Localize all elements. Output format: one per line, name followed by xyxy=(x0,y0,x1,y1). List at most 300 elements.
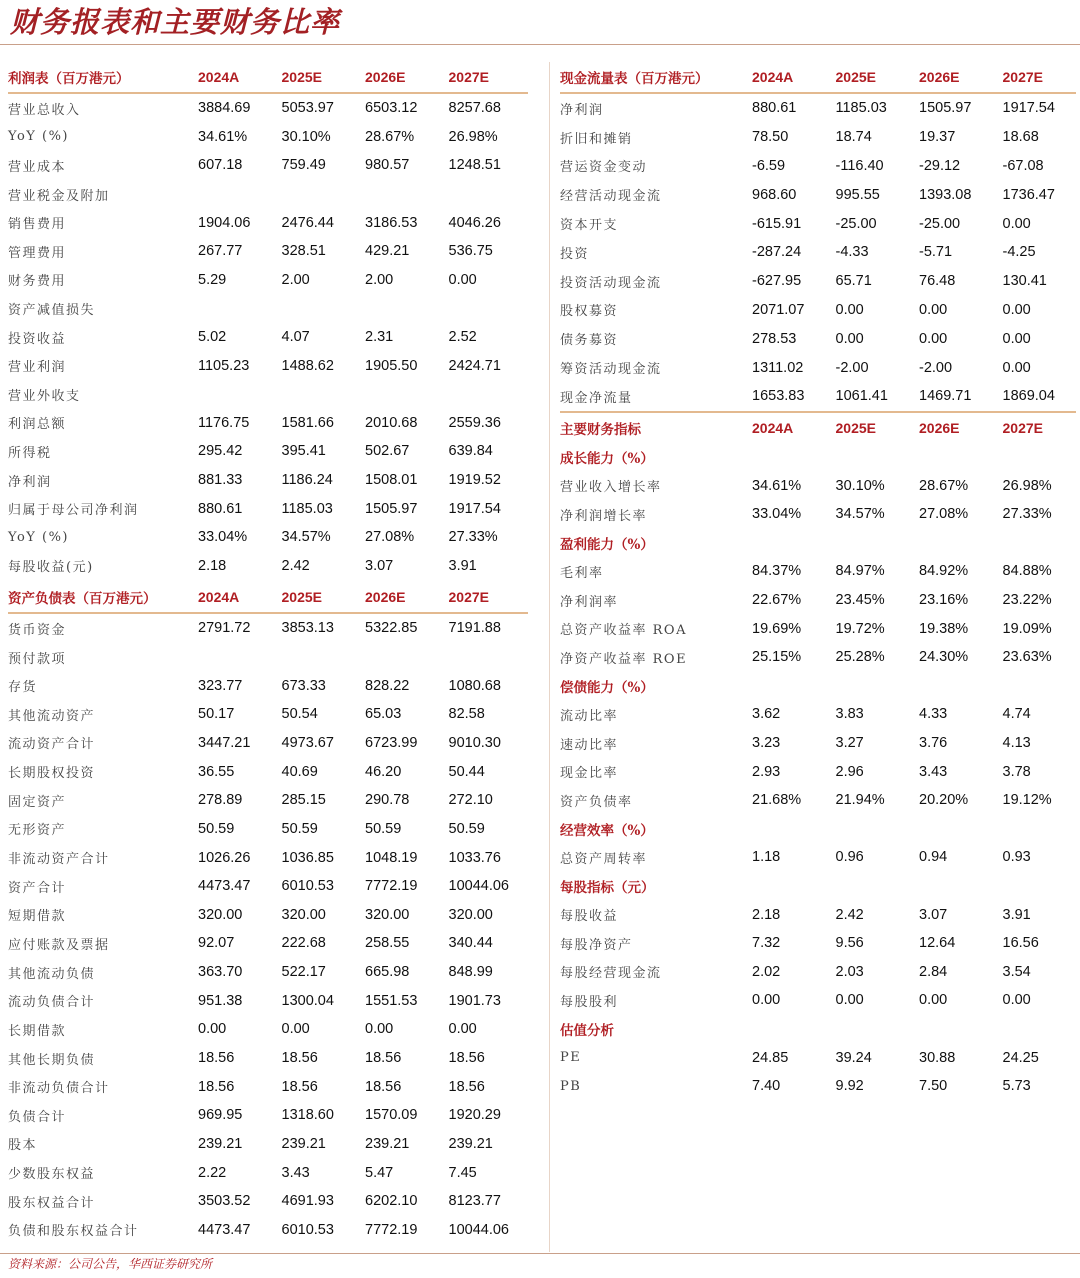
value-cell: 0.00 xyxy=(919,301,948,318)
value-cell: 239.21 xyxy=(448,1135,493,1152)
value-cell: 3.76 xyxy=(919,735,948,751)
value-cell: 21.94% xyxy=(835,792,885,809)
value-cell: 50.59 xyxy=(448,820,485,837)
value-cell: 665.98 xyxy=(365,964,410,981)
value-cell: 2010.68 xyxy=(365,414,418,431)
value-cell: 880.61 xyxy=(198,500,243,517)
value-cell: -6.59 xyxy=(752,157,786,174)
value-cell: 536.75 xyxy=(448,243,493,260)
value-cell: 2.00 xyxy=(365,271,394,288)
table-row xyxy=(8,151,528,180)
row-label: 流动负债合计 xyxy=(8,995,96,1011)
value-cell: 6723.99 xyxy=(365,734,418,751)
row-label: 营业成本 xyxy=(8,159,67,175)
value-cell: 39.24 xyxy=(835,1049,872,1066)
value-cell: 1.18 xyxy=(752,849,781,866)
table-row xyxy=(8,351,528,380)
value-cell: -116.40 xyxy=(835,157,884,174)
right-column xyxy=(560,62,1076,1100)
row-label: 净利润增长率 xyxy=(560,508,648,524)
table-row xyxy=(560,238,1076,267)
value-cell: 1508.01 xyxy=(365,472,418,489)
value-cell: 50.17 xyxy=(198,706,235,723)
value-cell: 320.00 xyxy=(365,906,410,923)
table-row xyxy=(8,671,528,700)
year-col: 2026E xyxy=(365,69,406,85)
value-cell: 82.58 xyxy=(448,706,485,723)
subsection-title: 偿债能力（%） xyxy=(560,679,654,696)
balance-sheet-header xyxy=(8,582,528,614)
row-label: 长期股权投资 xyxy=(8,766,96,782)
row-label: PB xyxy=(560,1078,582,1094)
year-col: 2024A xyxy=(752,69,794,85)
value-cell: 5053.97 xyxy=(281,100,334,117)
value-cell: 969.95 xyxy=(198,1107,243,1124)
value-cell: 1469.71 xyxy=(919,388,972,405)
table-row xyxy=(8,1101,528,1130)
row-label: 归属于母公司净利润 xyxy=(8,503,139,519)
value-cell: 7772.19 xyxy=(365,1221,418,1238)
value-cell: 0.96 xyxy=(835,849,864,866)
row-label: 现金比率 xyxy=(560,766,619,782)
table-row xyxy=(560,586,1076,615)
value-cell: 27.33% xyxy=(448,529,498,546)
value-cell: 34.61% xyxy=(198,128,248,145)
row-label: 净利润 xyxy=(560,102,604,118)
row-label: 净利润 xyxy=(8,474,52,490)
row-label: 应付账款及票据 xyxy=(8,937,110,953)
row-label: 财务费用 xyxy=(8,274,67,290)
value-cell: 84.92% xyxy=(919,563,969,580)
value-cell: 34.57% xyxy=(281,529,331,546)
income-statement-header xyxy=(8,62,528,94)
value-cell: 0.00 xyxy=(1002,301,1031,318)
table-row xyxy=(8,872,528,901)
value-cell: 320.00 xyxy=(198,906,243,923)
row-label: 债务募资 xyxy=(560,333,619,349)
value-cell: 19.09% xyxy=(1002,620,1052,637)
value-cell: 4473.47 xyxy=(198,1221,251,1238)
table-row xyxy=(8,1216,528,1245)
value-cell: 18.56 xyxy=(281,1050,318,1067)
value-cell: 2.42 xyxy=(281,557,310,574)
table-row xyxy=(560,900,1076,929)
value-cell: 24.30% xyxy=(919,649,969,666)
table-row xyxy=(560,296,1076,325)
column-divider xyxy=(549,62,551,1252)
value-cell: 3.27 xyxy=(835,735,864,751)
value-cell: 50.59 xyxy=(365,820,402,837)
row-label: 速动比率 xyxy=(560,737,619,753)
table-row xyxy=(560,557,1076,586)
value-cell: 1505.97 xyxy=(919,100,972,117)
value-cell: 3447.21 xyxy=(198,734,251,751)
value-cell: 828.22 xyxy=(365,677,410,694)
value-cell: 1186.24 xyxy=(281,472,333,489)
table-row xyxy=(560,152,1076,181)
table-row xyxy=(8,901,528,930)
subsection-header xyxy=(560,872,1076,901)
value-cell: 328.51 xyxy=(281,243,326,260)
row-label: 每股收益 xyxy=(560,909,619,925)
table-row xyxy=(8,380,528,409)
table-row xyxy=(8,123,528,152)
value-cell: 6010.53 xyxy=(281,878,334,895)
value-cell: 323.77 xyxy=(198,677,243,694)
value-cell: 16.56 xyxy=(1002,935,1039,952)
table-row xyxy=(560,1043,1076,1072)
value-cell: 84.37% xyxy=(752,563,802,580)
table-row xyxy=(8,1130,528,1159)
value-cell: 0.00 xyxy=(835,301,864,318)
value-cell: 2.00 xyxy=(281,271,310,288)
value-cell: 27.08% xyxy=(919,506,969,523)
row-label: 营业总收入 xyxy=(8,102,81,118)
value-cell: 19.37 xyxy=(919,129,956,146)
value-cell: 18.56 xyxy=(198,1078,235,1095)
year-col: 2025E xyxy=(835,69,876,85)
row-label: 筹资活动现金流 xyxy=(560,362,662,378)
value-cell: 6503.12 xyxy=(365,100,418,117)
table-row xyxy=(8,700,528,729)
value-cell: 320.00 xyxy=(281,906,326,923)
section-title: 主要财务指标 xyxy=(560,421,641,438)
row-label: 每股经营现金流 xyxy=(560,966,662,982)
title-divider xyxy=(0,44,1080,45)
value-cell: 2791.72 xyxy=(198,620,251,637)
value-cell: 7.32 xyxy=(752,935,781,952)
value-cell: 239.21 xyxy=(198,1135,243,1152)
value-cell: 3.62 xyxy=(752,706,781,723)
table-row xyxy=(8,929,528,958)
row-label: 资产负债率 xyxy=(560,794,633,810)
value-cell: 2424.71 xyxy=(448,357,501,374)
subsection-title: 每股指标（元） xyxy=(560,879,655,896)
table-row xyxy=(560,209,1076,238)
row-label: 固定资产 xyxy=(8,794,67,810)
value-cell: 23.63% xyxy=(1002,649,1052,666)
row-label: 股本 xyxy=(8,1138,38,1154)
value-cell: 272.10 xyxy=(448,792,493,809)
value-cell: 980.57 xyxy=(365,157,410,174)
cashflow-header xyxy=(560,62,1076,94)
table-row xyxy=(8,643,528,672)
value-cell: 78.50 xyxy=(752,129,789,146)
subsection-header xyxy=(560,672,1076,701)
table-row xyxy=(8,294,528,323)
subsection-title: 盈利能力（%） xyxy=(560,536,654,553)
table-row xyxy=(560,729,1076,758)
value-cell: 18.56 xyxy=(198,1050,235,1067)
value-cell: 1570.09 xyxy=(365,1107,418,1124)
left-column xyxy=(8,62,528,1244)
value-cell: 0.00 xyxy=(1002,330,1031,347)
value-cell: 28.67% xyxy=(365,128,415,145)
row-label: 短期借款 xyxy=(8,909,67,925)
value-cell: 0.00 xyxy=(448,1021,477,1038)
value-cell: -4.33 xyxy=(835,244,869,261)
value-cell: 1185.03 xyxy=(835,100,887,117)
table-row xyxy=(560,643,1076,672)
table-row xyxy=(8,815,528,844)
value-cell: 5.47 xyxy=(365,1164,394,1181)
row-label: 利润总额 xyxy=(8,417,67,433)
value-cell: 278.89 xyxy=(198,792,243,809)
value-cell: 7.50 xyxy=(919,1078,948,1095)
row-label: 折旧和摊销 xyxy=(560,131,633,147)
row-label: 每股净资产 xyxy=(560,937,633,953)
subsection-header xyxy=(560,1015,1076,1044)
row-label: 毛利率 xyxy=(560,565,604,581)
income-statement-table xyxy=(8,94,528,580)
value-cell: 5.29 xyxy=(198,271,227,288)
value-cell: 3.43 xyxy=(281,1164,310,1181)
value-cell: 3884.69 xyxy=(198,100,251,117)
row-label: YoY (%) xyxy=(8,129,69,145)
value-cell: 1551.53 xyxy=(365,992,418,1009)
value-cell: 50.59 xyxy=(198,820,235,837)
year-col: 2027E xyxy=(448,589,489,606)
value-cell: -4.25 xyxy=(1002,244,1036,261)
table-row xyxy=(560,382,1076,411)
value-cell: 2476.44 xyxy=(281,214,334,231)
value-cell: 1033.76 xyxy=(448,849,501,866)
value-cell: 27.33% xyxy=(1002,506,1052,523)
value-cell: 25.28% xyxy=(835,649,885,666)
value-cell: 1105.23 xyxy=(198,357,250,374)
value-cell: 1919.52 xyxy=(448,472,501,489)
value-cell: 502.67 xyxy=(365,443,410,460)
table-row xyxy=(560,929,1076,958)
row-label: 投资收益 xyxy=(8,331,67,347)
value-cell: 881.33 xyxy=(198,472,243,489)
value-cell: 7772.19 xyxy=(365,878,418,895)
value-cell: 1901.73 xyxy=(448,992,501,1009)
value-cell: 1176.75 xyxy=(198,414,250,431)
table-row xyxy=(8,237,528,266)
value-cell: 2.42 xyxy=(835,906,864,923)
value-cell: 0.00 xyxy=(752,992,781,1009)
row-label: 经营活动现金流 xyxy=(560,189,662,205)
value-cell: 19.72% xyxy=(835,620,885,637)
value-cell: 1300.04 xyxy=(281,992,334,1009)
row-label: 营业税金及附加 xyxy=(8,188,110,204)
table-row xyxy=(8,466,528,495)
subsection-header xyxy=(560,814,1076,843)
table-row xyxy=(8,786,528,815)
row-label: 投资 xyxy=(560,246,590,262)
subsection-title: 估值分析 xyxy=(560,1022,614,1039)
value-cell: 30.10% xyxy=(835,477,885,494)
row-label: 总资产周转率 xyxy=(560,851,648,867)
value-cell: 7.45 xyxy=(448,1164,477,1181)
value-cell: 27.08% xyxy=(365,529,415,546)
value-cell: 18.56 xyxy=(448,1078,485,1095)
value-cell: 50.54 xyxy=(281,706,318,723)
value-cell: 290.78 xyxy=(365,792,410,809)
value-cell: 1905.50 xyxy=(365,357,418,374)
value-cell: 1904.06 xyxy=(198,214,251,231)
row-label: 营运资金变动 xyxy=(560,160,648,176)
value-cell: -287.24 xyxy=(752,244,802,261)
value-cell: 1185.03 xyxy=(281,500,333,517)
row-label: 存货 xyxy=(8,680,38,696)
value-cell: 3.54 xyxy=(1002,963,1031,980)
value-cell: 1048.19 xyxy=(365,849,418,866)
value-cell: 639.84 xyxy=(448,443,493,460)
value-cell: 951.38 xyxy=(198,992,243,1009)
value-cell: 46.20 xyxy=(365,763,402,780)
value-cell: 2.18 xyxy=(752,906,781,923)
value-cell: 12.64 xyxy=(919,935,956,952)
table-row xyxy=(560,786,1076,815)
value-cell: 0.00 xyxy=(198,1021,227,1038)
table-row xyxy=(560,123,1076,152)
value-cell: 1036.85 xyxy=(281,849,334,866)
section-title: 现金流量表（百万港元） xyxy=(560,71,709,87)
value-cell: 1080.68 xyxy=(448,677,501,694)
value-cell: 2071.07 xyxy=(752,301,805,318)
value-cell: 0.00 xyxy=(835,330,864,347)
value-cell: 0.00 xyxy=(835,992,864,1009)
value-cell: 28.67% xyxy=(919,477,969,494)
value-cell: 1248.51 xyxy=(448,157,501,174)
value-cell: 21.68% xyxy=(752,792,802,809)
table-row xyxy=(8,843,528,872)
value-cell: 18.56 xyxy=(448,1050,485,1067)
value-cell: -627.95 xyxy=(752,273,802,290)
value-cell: 7.40 xyxy=(752,1078,781,1095)
value-cell: 1869.04 xyxy=(1002,388,1055,405)
year-col: 2026E xyxy=(919,419,960,436)
table-row xyxy=(8,437,528,466)
value-cell: 4691.93 xyxy=(281,1193,334,1210)
value-cell: 522.17 xyxy=(281,964,326,981)
value-cell: 9.92 xyxy=(835,1078,864,1095)
value-cell: 340.44 xyxy=(448,935,493,952)
value-cell: 3.43 xyxy=(919,763,948,780)
page-title: 财务报表和主要财务比率 xyxy=(10,5,341,39)
value-cell: 2.96 xyxy=(835,763,864,780)
year-col: 2025E xyxy=(281,589,322,606)
value-cell: 34.61% xyxy=(752,477,802,494)
subsection-header xyxy=(560,443,1076,472)
value-cell: -5.71 xyxy=(919,244,953,261)
row-label: 所得税 xyxy=(8,445,52,461)
value-cell: 26.98% xyxy=(448,128,498,145)
year-col: 2027E xyxy=(448,69,489,85)
value-cell: 7191.88 xyxy=(448,620,501,637)
value-cell: 995.55 xyxy=(835,186,880,203)
value-cell: 19.12% xyxy=(1002,792,1052,809)
value-cell: 4.07 xyxy=(281,329,310,346)
value-cell: 0.00 xyxy=(1002,215,1031,232)
value-cell: 30.88 xyxy=(919,1049,956,1066)
value-cell: 320.00 xyxy=(448,906,493,923)
value-cell: 0.00 xyxy=(919,330,948,347)
value-cell: 8123.77 xyxy=(448,1193,501,1210)
value-cell: 1026.26 xyxy=(198,849,251,866)
value-cell: 278.53 xyxy=(752,330,797,347)
row-label: 流动资产合计 xyxy=(8,737,96,753)
value-cell: 267.77 xyxy=(198,243,243,260)
value-cell: 33.04% xyxy=(752,506,802,523)
row-label: 资产合计 xyxy=(8,880,67,896)
table-row xyxy=(8,729,528,758)
value-cell: 5322.85 xyxy=(365,620,418,637)
value-cell: 23.16% xyxy=(919,592,969,609)
value-cell: 22.67% xyxy=(752,592,802,609)
value-cell: 1393.08 xyxy=(919,186,972,203)
value-cell: 36.55 xyxy=(198,763,235,780)
table-row xyxy=(560,353,1076,382)
value-cell: 2559.36 xyxy=(448,414,501,431)
row-label: 其他流动资产 xyxy=(8,708,96,724)
year-col: 2026E xyxy=(919,69,960,85)
value-cell: 0.00 xyxy=(365,1021,394,1038)
value-cell: 20.20% xyxy=(919,792,969,809)
value-cell: 2.18 xyxy=(198,557,227,574)
value-cell: 3503.52 xyxy=(198,1193,251,1210)
table-row xyxy=(8,323,528,352)
row-label: 净资产收益率 ROE xyxy=(560,651,688,667)
value-cell: 5.02 xyxy=(198,329,227,346)
value-cell: 18.68 xyxy=(1002,129,1039,146)
value-cell: 3.23 xyxy=(752,735,781,751)
table-row xyxy=(8,614,528,643)
value-cell: 1920.29 xyxy=(448,1107,501,1124)
value-cell: 3.07 xyxy=(365,557,394,574)
value-cell: 2.93 xyxy=(752,763,781,780)
value-cell: 3.91 xyxy=(448,557,477,574)
row-label: 销售费用 xyxy=(8,217,67,233)
value-cell: 3.91 xyxy=(1002,906,1031,923)
value-cell: 8257.68 xyxy=(448,100,501,117)
value-cell: 1581.66 xyxy=(281,414,334,431)
value-cell: 222.68 xyxy=(281,935,326,952)
value-cell: 18.56 xyxy=(281,1078,318,1095)
source-note: 资料来源：公司公告，华西证券研究所 xyxy=(8,1257,213,1271)
value-cell: 607.18 xyxy=(198,157,243,174)
value-cell: 0.00 xyxy=(1002,992,1031,1009)
value-cell: 2.84 xyxy=(919,963,948,980)
table-row xyxy=(8,94,528,123)
table-row xyxy=(560,700,1076,729)
table-row xyxy=(560,614,1076,643)
cashflow-table xyxy=(560,94,1076,411)
value-cell: 76.48 xyxy=(919,273,956,290)
value-cell: 1653.83 xyxy=(752,388,805,405)
value-cell: 50.44 xyxy=(448,763,485,780)
value-cell: 239.21 xyxy=(365,1135,410,1152)
row-label: 每股股利 xyxy=(560,994,619,1010)
value-cell: 24.25 xyxy=(1002,1049,1039,1066)
value-cell: 2.02 xyxy=(752,963,781,980)
value-cell: 18.56 xyxy=(365,1050,402,1067)
row-label: 其他长期负债 xyxy=(8,1052,96,1068)
table-row xyxy=(8,409,528,438)
value-cell: 285.15 xyxy=(281,792,326,809)
value-cell: 2.22 xyxy=(198,1164,227,1181)
value-cell: 0.00 xyxy=(281,1021,310,1038)
value-cell: 239.21 xyxy=(281,1135,326,1152)
year-col: 2025E xyxy=(835,419,876,436)
value-cell: 880.61 xyxy=(752,100,797,117)
row-label: YoY (%) xyxy=(8,529,69,545)
value-cell: 30.10% xyxy=(281,128,331,145)
year-col: 2027E xyxy=(1002,419,1043,436)
value-cell: 19.38% xyxy=(919,620,969,637)
